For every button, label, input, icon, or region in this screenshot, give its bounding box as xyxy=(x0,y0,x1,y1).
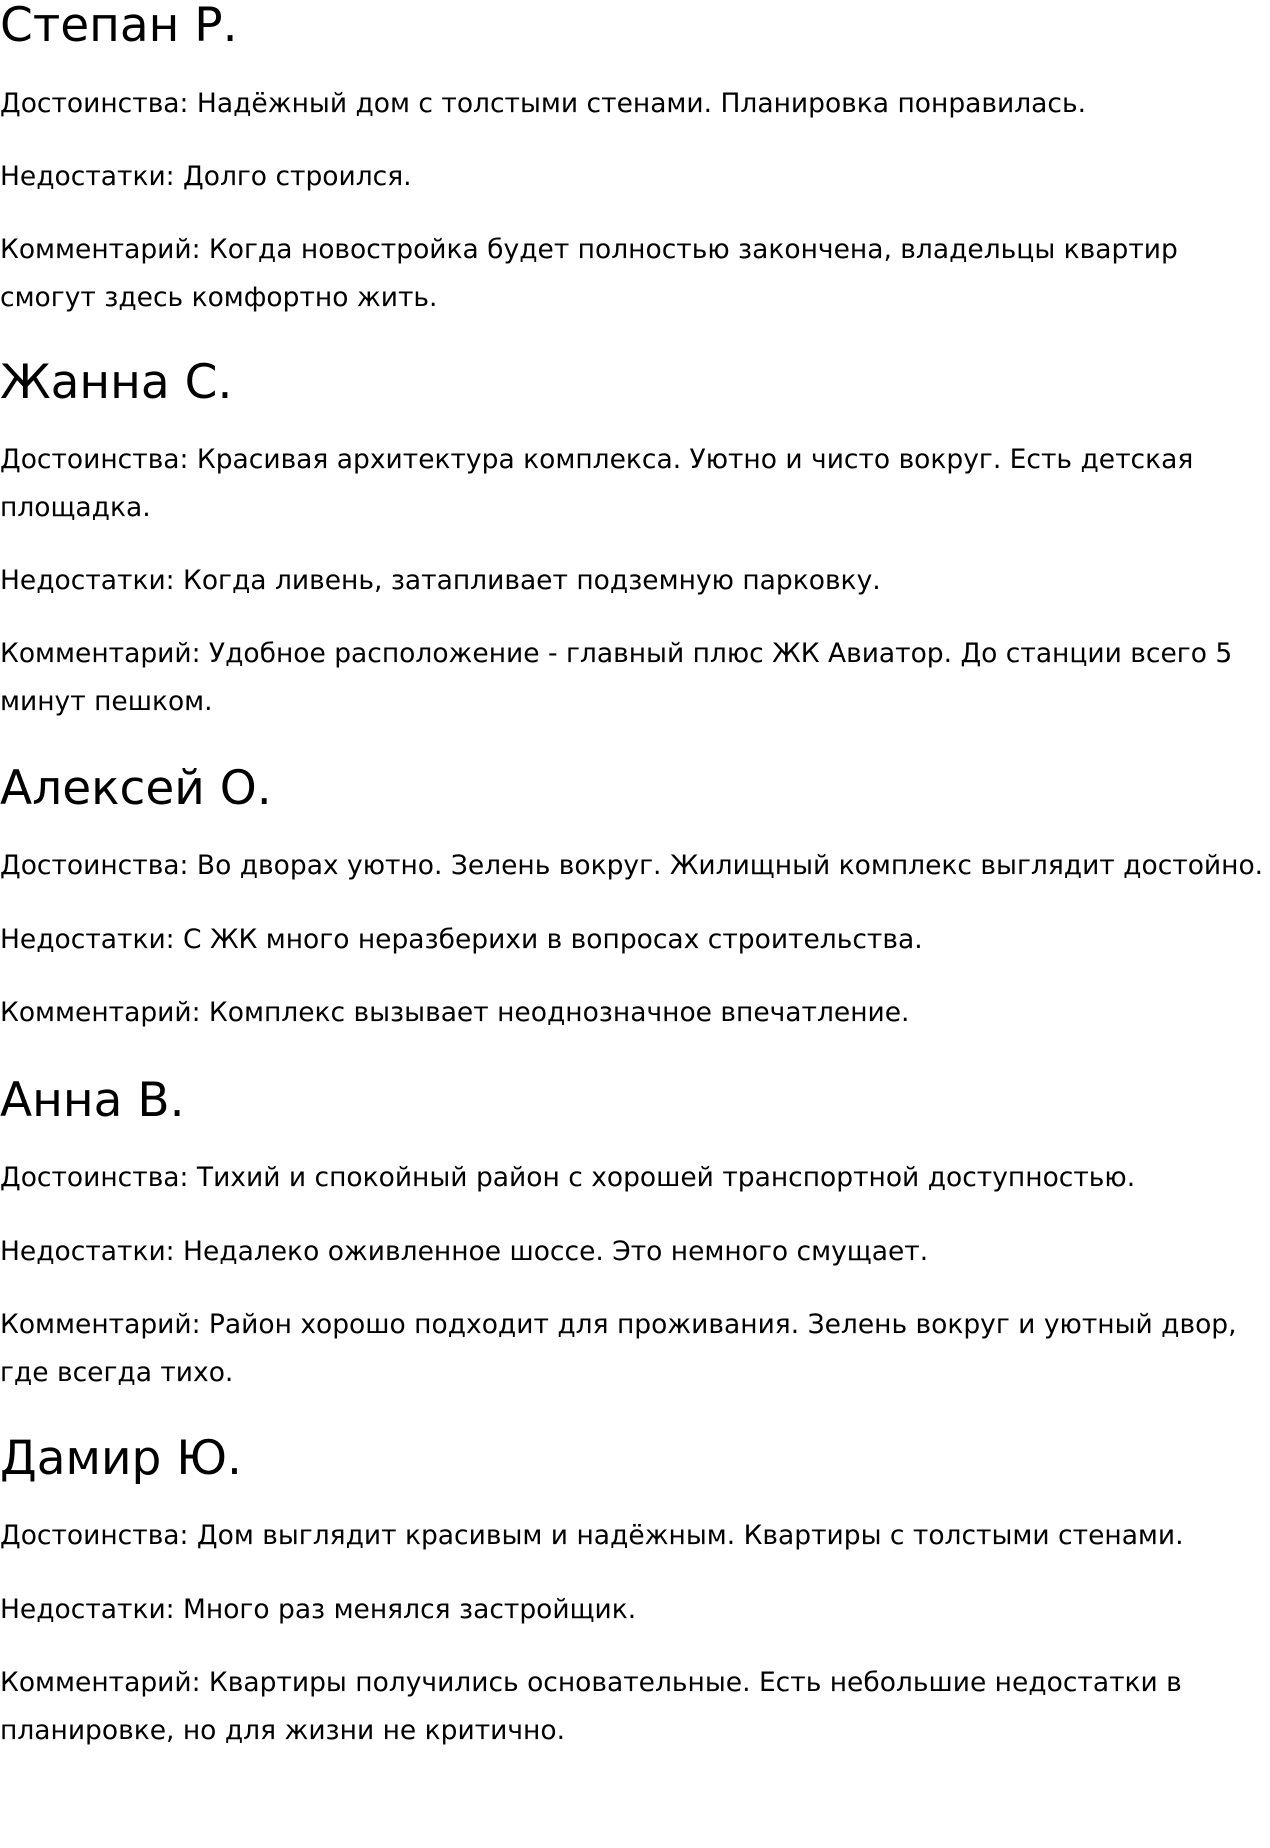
review-item xyxy=(0,1073,1270,1397)
review-item xyxy=(0,761,1270,1037)
reviews-list xyxy=(0,2,1270,1755)
review-pros: Достоинства: Красивая архитектура комплекса. Уютно и чисто вокруг. Есть детская площадка. xyxy=(0,444,1194,523)
reviewer-name: Жанна С. xyxy=(0,355,233,410)
review-comment: Комментарий: Удобное расположение - главный плюс ЖК Авиатор. До станции всего 5 минут пешком. xyxy=(0,638,1233,717)
review-item xyxy=(0,355,1270,726)
review-cons: Недостатки: С ЖК много неразберихи в вопросах строительства. xyxy=(0,924,923,955)
review-comment: Комментарий: Когда новостройка будет полностью закончена, владельцы квартир смогут здесь комфортно жить. xyxy=(0,234,1178,313)
review-item xyxy=(0,1431,1270,1755)
review-cons: Недостатки: Недалеко оживленное шоссе. Это немного смущает. xyxy=(0,1236,929,1267)
reviewer-name: Анна В. xyxy=(0,1073,185,1128)
review-comment: Комментарий: Квартиры получились основательные. Есть небольшие недостатки в планировке, но для жизни не критично. xyxy=(0,1667,1182,1746)
review-pros: Достоинства: Надёжный дом с толстыми стенами. Планировка понравилась. xyxy=(0,88,1087,119)
reviewer-name: Алексей О. xyxy=(0,761,272,816)
review-cons: Недостатки: Много раз менялся застройщик. xyxy=(0,1594,637,1625)
review-pros: Достоинства: Во дворах уютно. Зелень вокруг. Жилищный комплекс выглядит достойно. xyxy=(0,850,1264,881)
reviewer-name: Дамир Ю. xyxy=(0,1431,242,1486)
review-comment: Комментарий: Район хорошо подходит для проживания. Зелень вокруг и уютный двор, где всегда тихо. xyxy=(0,1309,1237,1388)
review-item xyxy=(0,2,1270,322)
reviewer-name: Степан Р. xyxy=(0,0,238,53)
review-cons: Недостатки: Когда ливень, затапливает подземную парковку. xyxy=(0,565,881,596)
review-cons: Недостатки: Долго строился. xyxy=(0,161,412,192)
review-pros: Достоинства: Дом выглядит красивым и надёжным. Квартиры с толстыми стенами. xyxy=(0,1520,1184,1551)
review-pros: Достоинства: Тихий и спокойный район с хорошей транспортной доступностью. xyxy=(0,1162,1136,1193)
review-comment: Комментарий: Комплекс вызывает неоднозначное впечатление. xyxy=(0,997,910,1028)
